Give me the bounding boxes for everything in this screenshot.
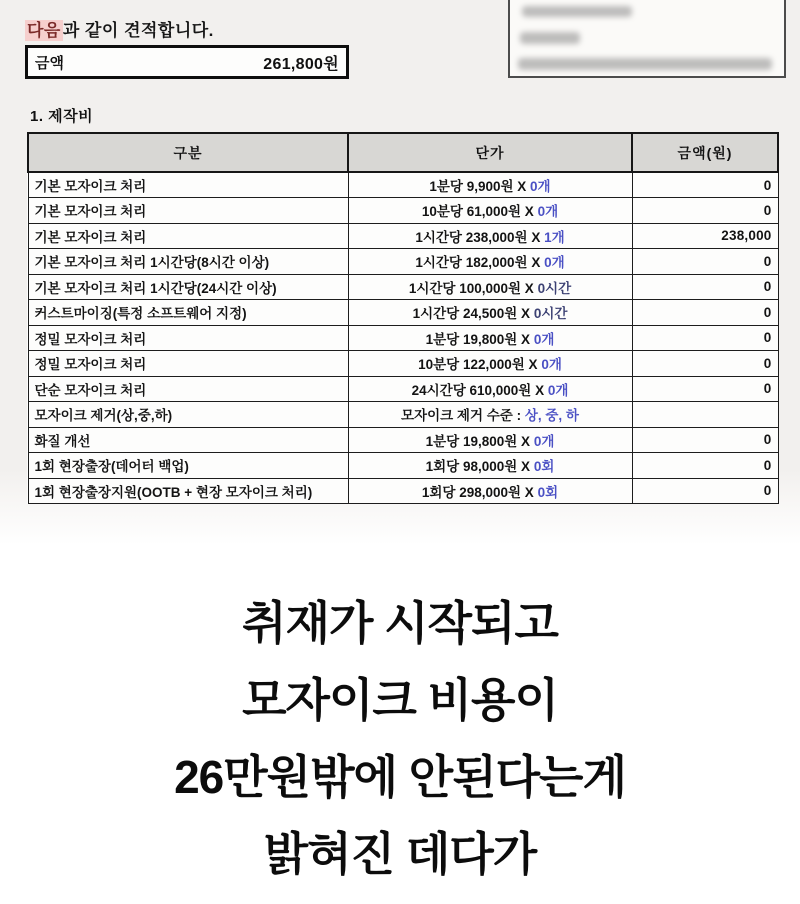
cell-amount: 0 — [632, 376, 778, 402]
table-row — [28, 478, 778, 504]
table-row — [28, 223, 778, 249]
cell-quantity: 1개 — [544, 229, 565, 245]
quotation-intro-text — [25, 16, 214, 41]
cell-amount: 0 — [632, 249, 778, 275]
cell-unit-price: 1시간당 100,000원 X 0시간 — [348, 274, 632, 300]
table-row — [28, 453, 778, 479]
cell-category: 정밀 모자이크 처리 — [28, 325, 348, 351]
table-row — [28, 427, 778, 453]
redacted-text-smudge — [522, 6, 632, 17]
intro-rest-text: 과 같이 견적합니다. — [62, 21, 214, 40]
cell-quantity: 0개 — [544, 255, 565, 271]
caption-text-block — [0, 585, 800, 893]
cell-quantity: 0시간 — [537, 280, 572, 296]
cell-unit-price: 1시간당 182,000원 X 0개 — [348, 249, 632, 275]
total-amount-box — [25, 45, 349, 79]
cell-category: 기본 모자이크 처리 — [28, 198, 348, 224]
amount-label: 금액 — [35, 54, 64, 72]
col-header-amount: 금액(원) — [632, 133, 778, 172]
amount-value: 261,800원 — [263, 55, 339, 73]
cell-unit-price: 24시간당 610,000원 X 0개 — [348, 376, 632, 402]
cell-unit-price: 1시간당 24,500원 X 0시간 — [348, 300, 632, 326]
cell-quantity: 0개 — [533, 433, 555, 449]
cell-quantity: 0회 — [533, 459, 555, 475]
cell-category: 기본 모자이크 처리 — [28, 172, 348, 198]
cell-quantity: 0시간 — [533, 306, 568, 322]
cell-category: 커스트마이징(특정 소프트웨어 지정) — [28, 300, 348, 326]
cell-category: 기본 모자이크 처리 — [28, 223, 348, 249]
cell-amount: 0 — [632, 325, 778, 351]
cell-unit-price: 모자이크 제거 수준 : 상, 중, 하 — [348, 402, 632, 428]
cell-category: 단순 모자이크 처리 — [28, 376, 348, 402]
cell-category: 1회 현장출장지원(OOTB + 현장 모자이크 처리) — [28, 478, 348, 504]
redacted-text-smudge — [520, 32, 580, 44]
cell-quantity: 0회 — [537, 484, 559, 500]
cell-quantity: 0개 — [530, 179, 551, 194]
caption-line: 취재가 시작되고 — [242, 597, 558, 649]
cell-category: 기본 모자이크 처리 1시간당(8시간 이상) — [28, 249, 348, 275]
caption-line: 모자이크 비용이 — [242, 674, 558, 726]
cell-amount: 0 — [632, 198, 778, 224]
search-highlight: 다음 — [27, 21, 61, 40]
cell-quantity: 상, 중, 하 — [524, 408, 579, 424]
cell-amount: 0 — [632, 300, 778, 326]
cell-amount: 0 — [632, 478, 778, 504]
cell-amount: 0 — [632, 351, 778, 377]
cell-category: 화질 개선 — [28, 427, 348, 453]
table-row — [28, 325, 778, 351]
cell-amount: 0 — [632, 453, 778, 479]
redacted-contact-block — [508, 0, 786, 78]
cost-table — [27, 132, 779, 504]
caption-line: 밝혀진 데다가 — [263, 828, 537, 880]
table-row — [28, 351, 778, 377]
cell-amount: 238,000 — [632, 223, 778, 249]
section-title: 1. 제작비 — [30, 108, 94, 125]
cell-unit-price: 1회당 298,000원 X 0회 — [348, 478, 632, 504]
table-row — [28, 274, 778, 300]
cell-amount: 0 — [632, 172, 778, 198]
col-header-unit-price: 단가 — [348, 133, 632, 172]
table-header-row — [28, 133, 778, 172]
cell-unit-price: 1시간당 238,000원 X 1개 — [348, 223, 632, 249]
cell-amount: 0 — [632, 427, 778, 453]
cost-table-wrap — [27, 132, 777, 500]
table-row — [28, 376, 778, 402]
cell-quantity: 0개 — [537, 204, 559, 220]
cell-category: 정밀 모자이크 처리 — [28, 351, 348, 377]
cell-unit-price: 10분당 61,000원 X 0개 — [348, 198, 632, 224]
cell-unit-price: 1분당 9,900원 X 0개 — [348, 172, 632, 198]
cell-unit-price: 1분당 19,800원 X 0개 — [348, 427, 632, 453]
cost-table-body — [28, 172, 778, 504]
cell-category: 1회 현장출장(데어터 백업) — [28, 453, 348, 479]
cell-quantity: 0개 — [541, 357, 562, 373]
cell-category: 모자이크 제거(상,중,하) — [28, 402, 348, 428]
caption-line: 26만원밖에 안된다는게 — [174, 751, 626, 803]
redacted-text-smudge — [518, 58, 772, 70]
col-header-category: 구분 — [28, 133, 348, 172]
table-row — [28, 249, 778, 275]
table-row — [28, 172, 778, 198]
cell-category: 기본 모자이크 처리 1시간당(24시간 이상) — [28, 274, 348, 300]
cell-unit-price: 10분당 122,000원 X 0개 — [348, 351, 632, 377]
cell-amount: 0 — [632, 274, 778, 300]
cell-unit-price: 1분당 19,800원 X 0개 — [348, 325, 632, 351]
cell-quantity: 0개 — [547, 382, 569, 398]
table-row — [28, 402, 778, 428]
cell-quantity: 0개 — [533, 331, 555, 347]
cell-unit-price: 1회당 98,000원 X 0회 — [348, 453, 632, 479]
table-row — [28, 300, 778, 326]
table-row — [28, 198, 778, 224]
cell-amount — [632, 402, 778, 428]
